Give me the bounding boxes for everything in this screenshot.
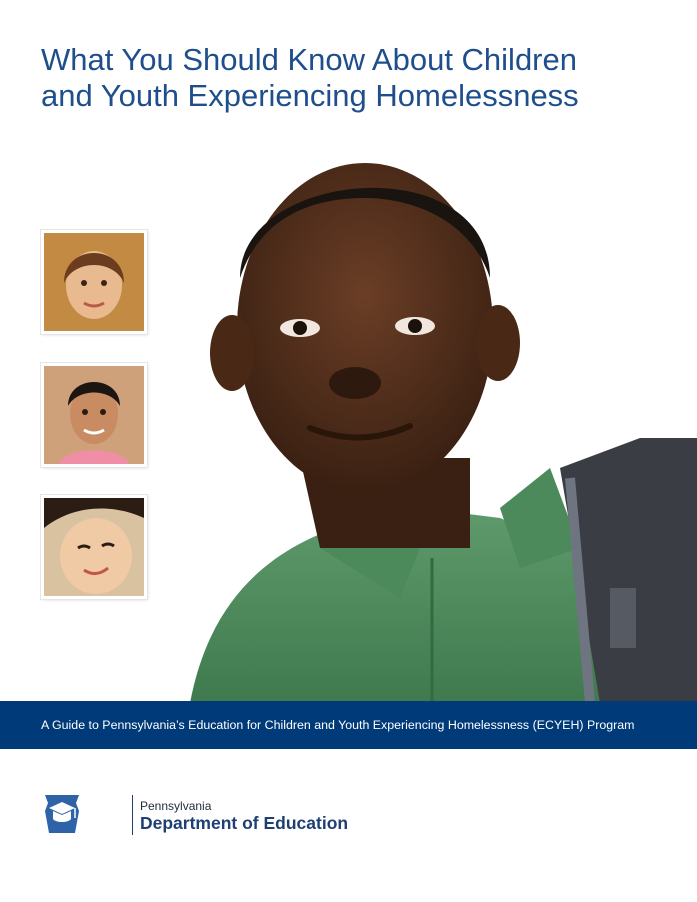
title-line-1: What You Should Know About Children bbox=[41, 42, 577, 77]
hero-photo bbox=[170, 128, 697, 703]
logo-state-name: Pennsylvania bbox=[140, 799, 212, 813]
banner-text: A Guide to Pennsylvania’s Education for Children and Youth Experiencing Homelessness (ECYEH) Program bbox=[41, 718, 635, 732]
thumbnail-girl bbox=[41, 230, 147, 334]
keystone-graduation-cap-icon bbox=[41, 793, 83, 835]
page-title bbox=[41, 42, 661, 114]
thumbnail-child bbox=[41, 495, 147, 599]
thumbnail-young-man bbox=[41, 363, 147, 467]
logo-divider bbox=[132, 795, 133, 835]
pa-department-of-education-logo bbox=[41, 793, 349, 837]
guide-banner bbox=[0, 701, 697, 749]
logo-department-name: Department of Education bbox=[140, 813, 349, 833]
title-line-2: and Youth Experiencing Homelessness bbox=[41, 78, 579, 113]
